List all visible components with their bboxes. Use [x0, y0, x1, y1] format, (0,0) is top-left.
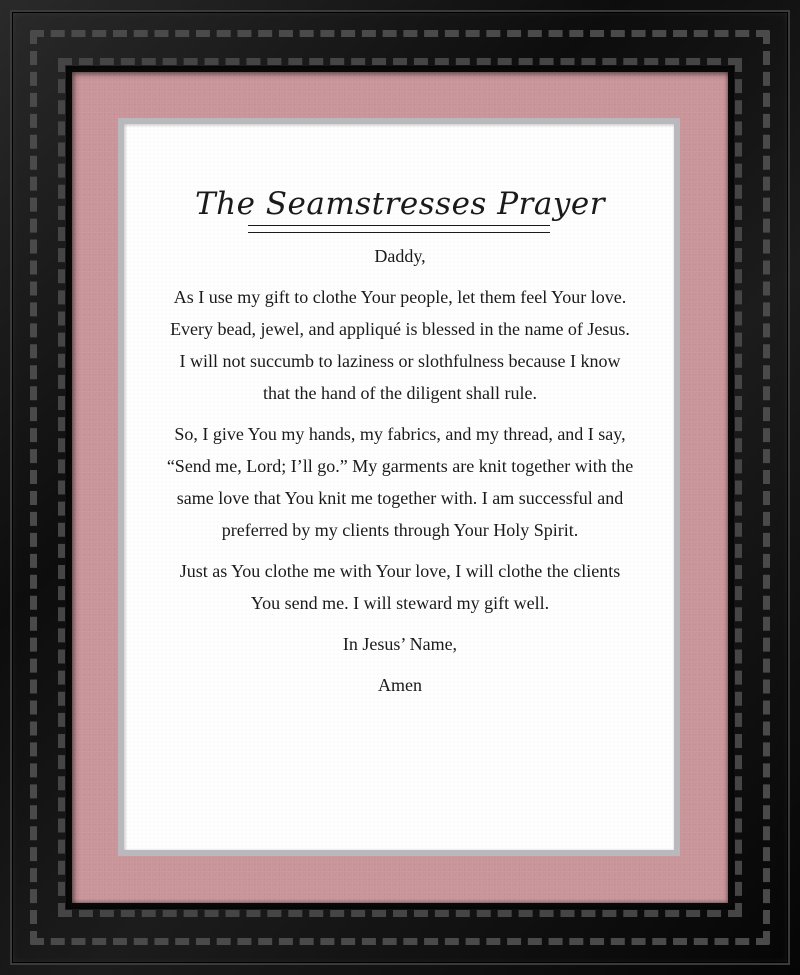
title-underline	[248, 225, 550, 233]
salutation: Daddy,	[374, 246, 426, 266]
paragraph-2: So, I give You my hands, my fabrics, and my thread, and I say, “Send me, Lord; I’ll go.” My garments are knit together with the same love that You knit me together with. I am successful and preferred by my clients through Your Holy Spirit.	[166, 424, 634, 540]
signoff: Amen	[378, 675, 422, 695]
closing: In Jesus’ Name,	[342, 634, 458, 654]
prayer-body	[165, 240, 635, 710]
prayer-title: The Seamstresses Prayer	[194, 186, 606, 222]
paragraph-3: Just as You clothe me with Your love, I will clothe the clients You send me. I will steward my gift well.	[179, 561, 621, 613]
paragraph-1: As I use my gift to clothe Your people, let them feel Your love. Every bead, jewel, and appliqué is blessed in the name of Jesus. I will not succumb to laziness or slothfulness because I know that the hand of the diligent shall rule.	[170, 287, 630, 403]
